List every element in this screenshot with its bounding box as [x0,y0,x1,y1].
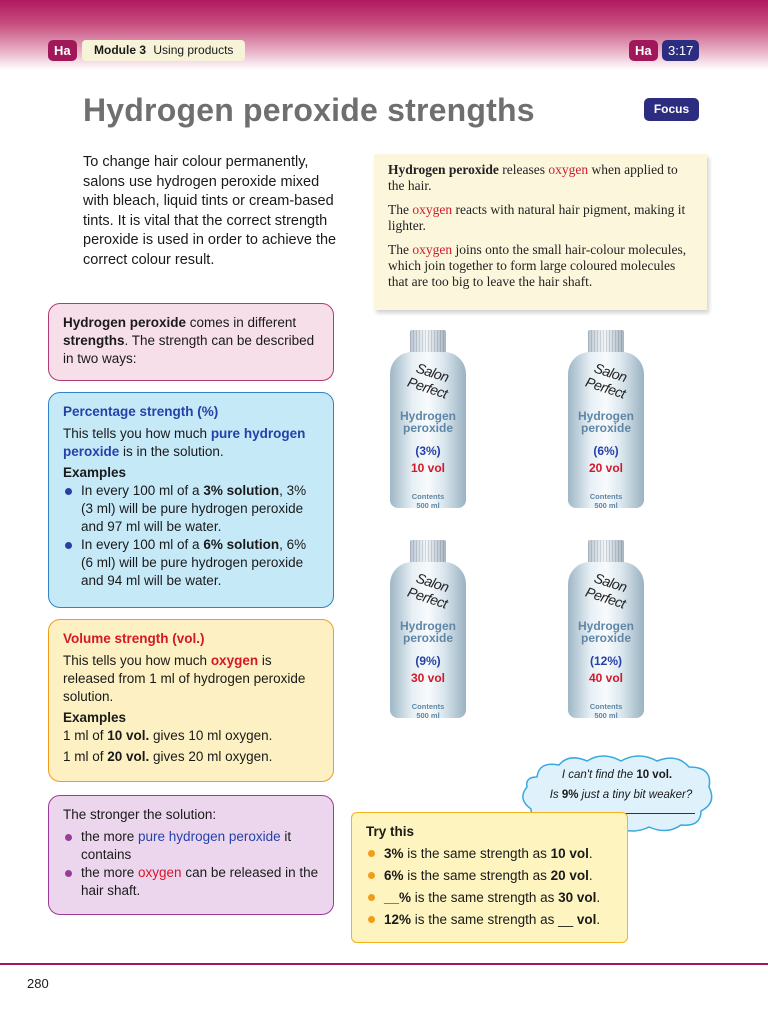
bottle-percentage: (3%) [415,444,441,458]
volume-strength-box [48,619,334,782]
bottle-3-percent [390,330,466,508]
oxygen-note [374,154,707,310]
bottle-volume: 20 vol [588,461,624,475]
bottle-volume: 40 vol [588,671,624,685]
thought-line-2: Is 9% just a tiny bit weaker? [549,789,693,801]
percentage-examples [63,482,319,590]
level-badge: Ha [48,40,77,61]
note-para-3: The oxygen joins onto the small hair-colour molecules, which join together to form large coloured molecules that are too big to leave the hair shaft. [388,242,687,289]
bottle-brand: Salon Perfect [405,569,451,612]
try-this-box [351,812,628,943]
page-number: 280 [27,976,49,991]
section-ref-badge: 3:17 [662,40,699,61]
bottle-6-percent [568,330,644,508]
focus-tag: Focus [644,98,699,121]
volume-example-2: 1 ml of 20 vol. gives 20 ml oxygen. [63,749,273,764]
bottle-cap [588,540,624,564]
bottle-12-percent [568,540,644,718]
bullet-dot-icon [368,872,375,879]
bottle-percentage: (9%) [415,654,441,668]
volume-example-1: 1 ml of 10 vol. gives 10 ml oxygen. [63,728,273,743]
volume-text: This tells you how much oxygen is released from 1 ml of hydrogen peroxide solution. [63,653,306,704]
bottle-product-name: Hydrogen peroxide [577,619,634,645]
intro-paragraph: To change hair colour permanently, salons use hydrogen peroxide mixed with bleach, liquid tints or cream-based tints. It is vital that the correct strength peroxide is used in order to achieve the correct colour result. [83,154,337,268]
list-item: In every 100 ml of a 3% solution, 3% (3 ml) will be pure hydrogen peroxide and 97 ml will be water. [63,482,319,536]
footer-divider [0,963,768,965]
bullet-dot-icon [368,916,375,923]
bullet-dot-icon [65,488,72,495]
bottle-cap [410,540,446,564]
bottle-cap [410,330,446,354]
bottle-cap [588,330,624,354]
bullet-dot-icon [65,834,72,841]
bottle-brand: Salon Perfect [583,359,629,402]
bottle-contents: Contents 500 ml [411,492,445,510]
bottle-contents: Contents 500 ml [411,702,445,720]
bottle-volume: 30 vol [410,671,446,685]
bullet-dot-icon [368,894,375,901]
bottle-product-name: Hydrogen peroxide [399,409,456,435]
stronger-list [63,828,319,900]
bottle-percentage: (12%) [589,654,622,668]
strengths-intro-box: Hydrogen peroxide comes in different strengths. The strength can be described in two ways: [48,303,334,381]
percentage-heading: Percentage strength (%) [63,404,219,419]
page-title: Hydrogen peroxide strengths [83,92,535,128]
note-para-1: Hydrogen peroxide releases oxygen when applied to the hair. [388,162,678,193]
percentage-examples-label: Examples [63,465,127,480]
module-name: Using products [153,43,234,57]
bottle-percentage: (6%) [593,444,619,458]
bullet-dot-icon [65,870,72,877]
thought-line-1: I can't find the 10 vol. [561,769,673,781]
bottle-contents: Contents 500 ml [589,492,623,510]
percentage-text: This tells you how much pure hydrogen peroxide is in the solution. [63,426,306,459]
try-this-list [366,845,613,929]
list-item: the more pure hydrogen peroxide it contains [63,828,319,864]
try-this-heading: Try this [366,824,415,839]
list-item: 3% is the same strength as 10 vol. [366,845,613,863]
list-item: __% is the same strength as 30 vol. [366,889,613,907]
stronger-solution-box [48,795,334,915]
percentage-strength-box [48,392,334,608]
bottle-brand: Salon Perfect [583,569,629,612]
bottle-9-percent [390,540,466,718]
stronger-intro: The stronger the solution: [63,807,217,822]
bullet-dot-icon [368,850,375,857]
bottle-volume: 10 vol [410,461,446,475]
module-pill [82,40,245,61]
module-label: Module 3 [94,43,147,57]
level-badge-right: Ha [629,40,658,61]
list-item: 6% is the same strength as 20 vol. [366,867,613,885]
list-item: In every 100 ml of a 6% solution, 6% (6 ml) will be pure hydrogen peroxide and 94 ml will be water. [63,536,319,590]
volume-heading: Volume strength (vol.) [63,631,205,646]
bottle-product-name: Hydrogen peroxide [577,409,634,435]
bottle-contents: Contents 500 ml [589,702,623,720]
bottle-product-name: Hydrogen peroxide [399,619,456,645]
list-item: 12% is the same strength as __ vol. [366,911,613,929]
note-para-2: The oxygen reacts with natural hair pigment, making it lighter. [388,202,686,233]
list-item: the more oxygen can be released in the hair shaft. [63,864,319,900]
volume-examples-label: Examples [63,710,127,725]
bullet-dot-icon [65,542,72,549]
bottle-brand: Salon Perfect [405,359,451,402]
